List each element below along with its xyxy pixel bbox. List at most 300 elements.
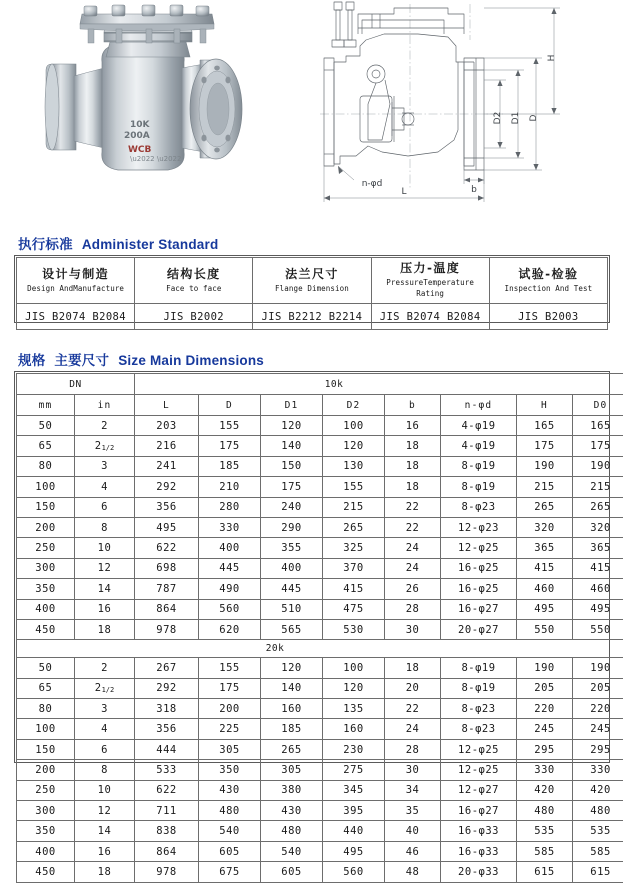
cell-D1: 240: [261, 497, 323, 517]
cell-D0: 165: [573, 416, 623, 436]
cell-mm: 350: [17, 821, 75, 841]
svg-text:L: L: [401, 187, 406, 197]
bonnet-bolt-detail: [332, 2, 356, 47]
cell-H: 265: [517, 497, 573, 517]
cell-L: 978: [135, 862, 199, 882]
cell-mm: 450: [17, 619, 75, 639]
cell-H: 365: [517, 538, 573, 558]
dn-group-header: DN: [17, 374, 135, 395]
dimension-row: [17, 538, 623, 558]
column-header-D2: D2: [323, 395, 385, 416]
cell-H: 215: [517, 477, 573, 497]
dimension-row: [17, 517, 623, 537]
bonnet-section: [358, 8, 464, 34]
cell-nd: 12-φ25: [441, 538, 517, 558]
cell-D1: 380: [261, 780, 323, 800]
cell-D: 430: [199, 780, 261, 800]
cell-D2: 135: [323, 699, 385, 719]
cell-L: 292: [135, 678, 199, 698]
cell-in: 3: [75, 699, 135, 719]
dimension-row: [17, 739, 623, 759]
cell-D2: 130: [323, 456, 385, 476]
cell-L: 838: [135, 821, 199, 841]
cell-D0: 215: [573, 477, 623, 497]
size-main-dimensions-table: [16, 373, 623, 883]
cell-D1: 120: [261, 416, 323, 436]
cell-H: 585: [517, 841, 573, 861]
cell-D2: 440: [323, 821, 385, 841]
dimensions-heading-cn1: 规格: [18, 353, 45, 368]
column-header-in: in: [75, 395, 135, 416]
cell-mm: 80: [17, 699, 75, 719]
cell-nd: 8-φ23: [441, 699, 517, 719]
cell-D0: 265: [573, 497, 623, 517]
cell-L: 864: [135, 841, 199, 861]
cell-H: 495: [517, 599, 573, 619]
cell-L: 216: [135, 436, 199, 456]
cell-D: 675: [199, 862, 261, 882]
cell-D0: 495: [573, 599, 623, 619]
cell-D0: 205: [573, 678, 623, 698]
cell-mm: 300: [17, 558, 75, 578]
centre-lines: [320, 4, 503, 190]
standard-header-cn: 设计与制造: [19, 267, 132, 282]
cell-b: 48: [385, 862, 441, 882]
cell-in: 16: [75, 599, 135, 619]
cell-D0: 190: [573, 456, 623, 476]
cell-H: 480: [517, 801, 573, 821]
cell-D2: 100: [323, 416, 385, 436]
cell-b: 24: [385, 719, 441, 739]
cell-H: 415: [517, 558, 573, 578]
cell-D0: 220: [573, 699, 623, 719]
dimension-row: [17, 456, 623, 476]
cell-b: 28: [385, 599, 441, 619]
cell-D: 305: [199, 739, 261, 759]
column-header-L: L: [135, 395, 199, 416]
cell-D2: 160: [323, 719, 385, 739]
cell-mm: 200: [17, 760, 75, 780]
cell-nd: 20-φ27: [441, 619, 517, 639]
standard-header-cn: 结构长度: [137, 267, 250, 282]
cell-in: 4: [75, 477, 135, 497]
cell-in: 6: [75, 739, 135, 759]
cell-H: 245: [517, 719, 573, 739]
dn-group-row: [17, 374, 623, 395]
column-header-D: D: [199, 395, 261, 416]
dimension-row: [17, 821, 623, 841]
dimension-lines: [324, 8, 560, 202]
cell-D: 155: [199, 416, 261, 436]
standard-value-row: [17, 304, 608, 330]
standard-header-cell: [17, 258, 135, 304]
cell-mm: 200: [17, 517, 75, 537]
swing-check-valve-photo: [18, 2, 278, 214]
column-header-mm: mm: [17, 395, 75, 416]
cell-b: 22: [385, 517, 441, 537]
cell-mm: 300: [17, 801, 75, 821]
cell-in: 21/2: [75, 436, 135, 456]
dimension-row: [17, 619, 623, 639]
cell-D0: 175: [573, 436, 623, 456]
cell-in: 18: [75, 862, 135, 882]
cell-D0: 585: [573, 841, 623, 861]
cell-b: 16: [385, 416, 441, 436]
cell-in: 8: [75, 760, 135, 780]
cell-nd: 8-φ19: [441, 658, 517, 678]
dimension-row: [17, 678, 623, 698]
dimensions-heading-cn2: 主要尺寸: [54, 353, 109, 368]
cell-D1: 160: [261, 699, 323, 719]
cell-b: 24: [385, 538, 441, 558]
cell-D1: 605: [261, 862, 323, 882]
cell-H: 420: [517, 780, 573, 800]
svg-text:n-φd: n-φd: [362, 179, 383, 189]
cell-nd: 20-φ33: [441, 862, 517, 882]
cell-L: 356: [135, 497, 199, 517]
cell-D0: 330: [573, 760, 623, 780]
cell-L: 241: [135, 456, 199, 476]
cell-nd: 4-φ19: [441, 416, 517, 436]
administer-standard-heading-cn: 执行标准: [18, 237, 73, 252]
cell-in: 6: [75, 497, 135, 517]
cell-D1: 355: [261, 538, 323, 558]
cell-in: 18: [75, 619, 135, 639]
cell-L: 292: [135, 477, 199, 497]
cell-nd: 16-φ33: [441, 821, 517, 841]
cell-D1: 305: [261, 760, 323, 780]
pressure-class-band: 20k: [17, 640, 623, 658]
cell-D1: 265: [261, 739, 323, 759]
standard-header-cell: [135, 258, 253, 304]
cell-D: 175: [199, 436, 261, 456]
cell-D2: 370: [323, 558, 385, 578]
cell-in: 12: [75, 801, 135, 821]
cell-D2: 155: [323, 477, 385, 497]
standard-value-cell: JIS B2074 B2084: [17, 304, 135, 330]
standard-header-en: Flange Dimension: [255, 283, 368, 294]
standard-header-cell: [253, 258, 371, 304]
dimension-row: [17, 416, 623, 436]
standard-value-cell: JIS B2003: [489, 304, 607, 330]
dimension-row: [17, 780, 623, 800]
cell-in: 4: [75, 719, 135, 739]
cell-L: 978: [135, 619, 199, 639]
cell-D: 200: [199, 699, 261, 719]
cell-D2: 120: [323, 678, 385, 698]
svg-text:WCB: WCB: [128, 145, 152, 155]
cell-D0: 190: [573, 658, 623, 678]
cell-H: 165: [517, 416, 573, 436]
cell-b: 18: [385, 436, 441, 456]
column-header-b: b: [385, 395, 441, 416]
cell-D0: 615: [573, 862, 623, 882]
cell-D0: 365: [573, 538, 623, 558]
cell-L: 444: [135, 739, 199, 759]
cell-nd: 4-φ19: [441, 436, 517, 456]
pressure-class-band-row: [17, 640, 623, 658]
standard-value-cell: JIS B2002: [135, 304, 253, 330]
cell-H: 535: [517, 821, 573, 841]
dimensions-heading-en: Size Main Dimensions: [118, 353, 264, 368]
cell-in: 16: [75, 841, 135, 861]
dimension-row: [17, 719, 623, 739]
column-header-H: H: [517, 395, 573, 416]
cell-D2: 230: [323, 739, 385, 759]
cell-H: 295: [517, 739, 573, 759]
svg-text:D: D: [529, 114, 539, 121]
standard-value-cell: JIS B2074 B2084: [371, 304, 489, 330]
administer-standard-heading-en: Administer Standard: [82, 237, 219, 252]
dimension-row: [17, 841, 623, 861]
cell-b: 18: [385, 477, 441, 497]
cell-in: 10: [75, 780, 135, 800]
cell-b: 18: [385, 456, 441, 476]
cell-D: 210: [199, 477, 261, 497]
cell-D1: 510: [261, 599, 323, 619]
cell-D2: 345: [323, 780, 385, 800]
cell-D: 225: [199, 719, 261, 739]
cell-in: 3: [75, 456, 135, 476]
cell-nd: 8-φ19: [441, 678, 517, 698]
cell-L: 864: [135, 599, 199, 619]
cell-nd: 16-φ33: [441, 841, 517, 861]
svg-text:10K: 10K: [130, 120, 151, 130]
cell-b: 28: [385, 739, 441, 759]
cell-H: 615: [517, 862, 573, 882]
cell-L: 356: [135, 719, 199, 739]
standard-header-cell: [489, 258, 607, 304]
cell-b: 30: [385, 760, 441, 780]
cell-b: 34: [385, 780, 441, 800]
cell-H: 320: [517, 517, 573, 537]
inch-fraction: 1/2: [102, 444, 115, 452]
cell-L: 711: [135, 801, 199, 821]
dimension-row: [17, 699, 623, 719]
column-header-row: [17, 395, 623, 416]
standard-header-en: Design AndManufacture: [19, 283, 132, 294]
cell-b: 18: [385, 658, 441, 678]
cell-D: 175: [199, 678, 261, 698]
standard-value-cell: JIS B2212 B2214: [253, 304, 371, 330]
cell-mm: 250: [17, 780, 75, 800]
cell-D1: 150: [261, 456, 323, 476]
cell-D: 540: [199, 821, 261, 841]
cell-nd: 16-φ27: [441, 801, 517, 821]
cell-D: 155: [199, 658, 261, 678]
standard-header-cn: 压力-温度: [374, 261, 487, 276]
inch-fraction: 1/2: [102, 686, 115, 694]
cell-b: 46: [385, 841, 441, 861]
cell-b: 30: [385, 619, 441, 639]
cell-mm: 350: [17, 579, 75, 599]
left-neck: [74, 68, 104, 148]
cell-D1: 290: [261, 517, 323, 537]
cell-D: 490: [199, 579, 261, 599]
cell-D0: 415: [573, 558, 623, 578]
cell-D1: 565: [261, 619, 323, 639]
cell-nd: 12-φ27: [441, 780, 517, 800]
cell-D: 400: [199, 538, 261, 558]
cell-D2: 495: [323, 841, 385, 861]
cell-H: 220: [517, 699, 573, 719]
cell-D2: 530: [323, 619, 385, 639]
cell-D: 445: [199, 558, 261, 578]
cell-b: 20: [385, 678, 441, 698]
standard-header-cell: [371, 258, 489, 304]
cell-in: 2: [75, 416, 135, 436]
dimension-row: [17, 436, 623, 456]
figures-area: [0, 0, 623, 218]
standard-header-cn: 法兰尺寸: [255, 267, 368, 282]
cell-L: 787: [135, 579, 199, 599]
cell-D0: 550: [573, 619, 623, 639]
cell-D: 350: [199, 760, 261, 780]
cell-nd: 8-φ19: [441, 456, 517, 476]
cell-D0: 420: [573, 780, 623, 800]
cell-D0: 320: [573, 517, 623, 537]
cell-nd: 16-φ25: [441, 579, 517, 599]
cell-D2: 215: [323, 497, 385, 517]
cell-H: 175: [517, 436, 573, 456]
cell-D1: 480: [261, 821, 323, 841]
standard-header-en: PressureTemperature Rating: [374, 277, 487, 299]
cell-D0: 480: [573, 801, 623, 821]
cell-D1: 445: [261, 579, 323, 599]
cell-mm: 50: [17, 658, 75, 678]
cell-in: 21/2: [75, 678, 135, 698]
cell-D: 620: [199, 619, 261, 639]
cell-mm: 80: [17, 456, 75, 476]
cell-nd: 12-φ25: [441, 739, 517, 759]
cell-H: 550: [517, 619, 573, 639]
cell-mm: 450: [17, 862, 75, 882]
cell-b: 24: [385, 558, 441, 578]
standard-header-en: Inspection And Test: [492, 283, 605, 294]
cell-in: 14: [75, 821, 135, 841]
cell-D: 560: [199, 599, 261, 619]
cell-L: 622: [135, 780, 199, 800]
dimension-row: [17, 760, 623, 780]
cell-L: 622: [135, 538, 199, 558]
cell-D1: 185: [261, 719, 323, 739]
cell-L: 533: [135, 760, 199, 780]
cell-in: 14: [75, 579, 135, 599]
right-flange: [190, 59, 242, 159]
cell-mm: 100: [17, 477, 75, 497]
cell-in: 8: [75, 517, 135, 537]
cell-L: 698: [135, 558, 199, 578]
cell-D2: 325: [323, 538, 385, 558]
dimension-row: [17, 862, 623, 882]
svg-text:H: H: [547, 55, 557, 62]
cell-D1: 140: [261, 678, 323, 698]
cell-D: 280: [199, 497, 261, 517]
cell-H: 190: [517, 658, 573, 678]
cell-D: 605: [199, 841, 261, 861]
standard-header-row: [17, 258, 608, 304]
dimension-row: [17, 579, 623, 599]
cell-nd: 8-φ23: [441, 719, 517, 739]
administer-standard-heading: [18, 233, 218, 253]
dimension-row: [17, 497, 623, 517]
cell-nd: 8-φ23: [441, 497, 517, 517]
dimension-row: [17, 477, 623, 497]
cell-in: 10: [75, 538, 135, 558]
cell-nd: 12-φ25: [441, 760, 517, 780]
standard-header-cn: 试验-检验: [492, 267, 605, 282]
cell-mm: 400: [17, 841, 75, 861]
column-header-D0: D0: [573, 395, 623, 416]
cell-mm: 50: [17, 416, 75, 436]
dimension-labels: [362, 55, 557, 197]
cell-mm: 150: [17, 739, 75, 759]
swing-check-valve-section-drawing: [298, 0, 620, 215]
cell-D0: 295: [573, 739, 623, 759]
cell-D1: 140: [261, 436, 323, 456]
cell-D2: 415: [323, 579, 385, 599]
left-flange: [45, 64, 76, 150]
cell-b: 22: [385, 497, 441, 517]
cell-H: 190: [517, 456, 573, 476]
cell-mm: 400: [17, 599, 75, 619]
cell-mm: 150: [17, 497, 75, 517]
cell-mm: 100: [17, 719, 75, 739]
svg-text:D1: D1: [511, 112, 521, 125]
cell-D2: 275: [323, 760, 385, 780]
cell-nd: 12-φ23: [441, 517, 517, 537]
size-main-dimensions-heading: [18, 349, 264, 369]
cell-D1: 540: [261, 841, 323, 861]
cell-D2: 100: [323, 658, 385, 678]
column-header-D1: D1: [261, 395, 323, 416]
dimension-row: [17, 558, 623, 578]
cell-mm: 250: [17, 538, 75, 558]
cell-H: 460: [517, 579, 573, 599]
hinge-arm: [367, 65, 390, 140]
cell-mm: 65: [17, 436, 75, 456]
inlet-flange: [324, 58, 334, 166]
svg-text:b: b: [471, 185, 477, 195]
cell-D2: 395: [323, 801, 385, 821]
cell-mm: 65: [17, 678, 75, 698]
cell-nd: 16-φ27: [441, 599, 517, 619]
cell-D2: 120: [323, 436, 385, 456]
cell-D0: 535: [573, 821, 623, 841]
cell-D0: 245: [573, 719, 623, 739]
cell-D2: 560: [323, 862, 385, 882]
cell-H: 330: [517, 760, 573, 780]
cell-in: 2: [75, 658, 135, 678]
cell-L: 318: [135, 699, 199, 719]
cell-D: 185: [199, 456, 261, 476]
administer-standard-table: [16, 257, 608, 330]
cell-L: 495: [135, 517, 199, 537]
dimension-row: [17, 658, 623, 678]
cell-in: 12: [75, 558, 135, 578]
cell-D2: 475: [323, 599, 385, 619]
cell-nd: 16-φ25: [441, 558, 517, 578]
cell-L: 267: [135, 658, 199, 678]
cell-D2: 265: [323, 517, 385, 537]
cell-D1: 175: [261, 477, 323, 497]
pressure-class-band: 10k: [135, 374, 623, 395]
dimension-row: [17, 801, 623, 821]
cell-L: 203: [135, 416, 199, 436]
cell-nd: 8-φ19: [441, 477, 517, 497]
svg-text:200A: 200A: [124, 131, 150, 141]
dimension-arrows: [324, 8, 557, 201]
